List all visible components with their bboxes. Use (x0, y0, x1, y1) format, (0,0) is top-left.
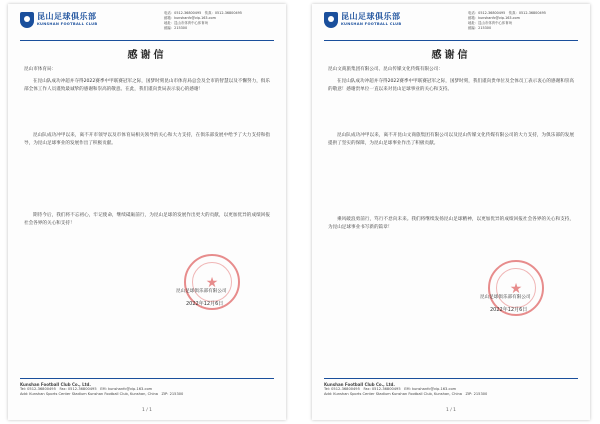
letter-paragraph: 乘风破浪勇前行，笃行不怠向未来。我们将继续发扬昆山足球精神，以更加优异的成绩回报社会各界的关心和支持，为昆山足球事业书写新的篇章！ (328, 217, 574, 230)
letter-paragraph: 昆山队成功冲甲以来，离不开市领导以及市体育局相关领导的关心和大力支持，在俱乐部发展中给予了大力支持和指导，为昆山足球事业的发展作出了积极贡献。 (24, 133, 270, 146)
header-contact-line: 邮编：215300 (468, 26, 492, 30)
letter-footer (324, 378, 578, 397)
footer-company: Kunshan Football Club Co., Ltd. (324, 382, 395, 387)
letter-title: 感谢信 (127, 50, 167, 61)
club-name-en: KUNSHAN FOOTBALL CLUB (341, 22, 402, 26)
header-contact-line: 地址：昆山市体育中心体育场 (468, 21, 513, 25)
footer-address: Add: Kunshan Sports Center Stadium Kunshan Football Club, Kunshan, China ZIP: 215300 (324, 392, 488, 396)
club-name-en: KUNSHAN FOOTBALL CLUB (37, 22, 98, 26)
header-contact-line: 邮箱：kunshanfc@vip.163.com (468, 16, 520, 20)
footer-contact: Tel: 0512-36800495 Fax: 0512-36800495 EM: kunshanfc@vip.163.com (20, 387, 153, 391)
club-logo-icon (324, 12, 338, 28)
letter-footer (20, 378, 274, 397)
header-contact-line: 电话：0512-36800495 传真：0512-36800495 (468, 11, 546, 15)
letter-page-right (312, 4, 590, 420)
seal-star-icon: ★ (509, 281, 523, 297)
footer-company: Kunshan Football Club Co., Ltd. (20, 382, 91, 387)
page-number: 1 / 1 (141, 408, 153, 413)
footer-address: Add: Kunshan Sports Center Stadium Kunshan Football Club, Kunshan, China ZIP: 215300 (20, 392, 184, 396)
header-contact (468, 11, 578, 31)
signature-date: 2022年12月6日 (186, 301, 224, 307)
letterhead (20, 10, 274, 41)
header-contact-line: 邮编：215300 (164, 26, 188, 30)
letter-page-left (8, 4, 286, 420)
signature-org: 昆山足球俱乐部有限公司 (480, 295, 531, 300)
club-name-cn: 昆山足球俱乐部 (37, 12, 97, 21)
signature-org: 昆山足球俱乐部有限公司 (176, 289, 227, 294)
header-contact (164, 11, 274, 31)
letter-paragraph: 在昆山队成功冲超并夺得2022赛季中甲联赛冠军之际，国梦时刻昆山市体育局总会及全市的智慧以及不懈努力，俱乐部全体工作人员谨致最诚挚的感谢和崇高的敬意。在此，我们谨向贵局表示衷心的感谢！ (24, 79, 270, 92)
letter-paragraph: 昆山队成功冲甲以来，离不开昆山文商旅集团有限公司以及昆山传媒文化传媒有限公司的大力支持，为俱乐部的发展提供了坚实的保障，为昆山足球事业作出了积极贡献。 (328, 133, 574, 146)
letter-paragraph: 期待今后，我们将不忘初心，牢记使命，继续砥砺前行，为昆山足球的发展作出更大的贡献，以更加优异的成绩回报社会各界的关心和支持！ (24, 213, 270, 226)
club-name-cn: 昆山足球俱乐部 (341, 12, 401, 21)
letter-paragraph: 在昆山队成功冲超并夺得2022赛季中甲联赛冠军之际，国梦时刻，我们谨向贵单位及全体员工表示衷心的感谢和崇高的敬意！感谢贵单位一直以来对昆山足球事业的关心和支持。 (328, 79, 574, 92)
letter-recipient: 昆山市体育局： (24, 67, 57, 72)
seal-star-icon: ★ (205, 275, 219, 291)
club-logo-icon (20, 12, 34, 28)
letter-recipient: 昆山文商旅集团有限公司、昆山传媒文化传媒有限公司： (328, 67, 443, 72)
header-contact-line: 地址：昆山市体育中心体育场 (164, 21, 209, 25)
footer-contact: Tel: 0512-36800495 Fax: 0512-36800495 EM: kunshanfc@vip.163.com (324, 387, 457, 391)
letter-title: 感谢信 (431, 50, 471, 61)
letterhead (324, 10, 578, 41)
header-contact-line: 电话：0512-36800495 传真：0512-36800495 (164, 11, 242, 15)
page-number: 1 / 1 (445, 408, 457, 413)
header-contact-line: 邮箱：kunshanfc@vip.163.com (164, 16, 216, 20)
signature-date: 2022年12月6日 (490, 307, 528, 313)
